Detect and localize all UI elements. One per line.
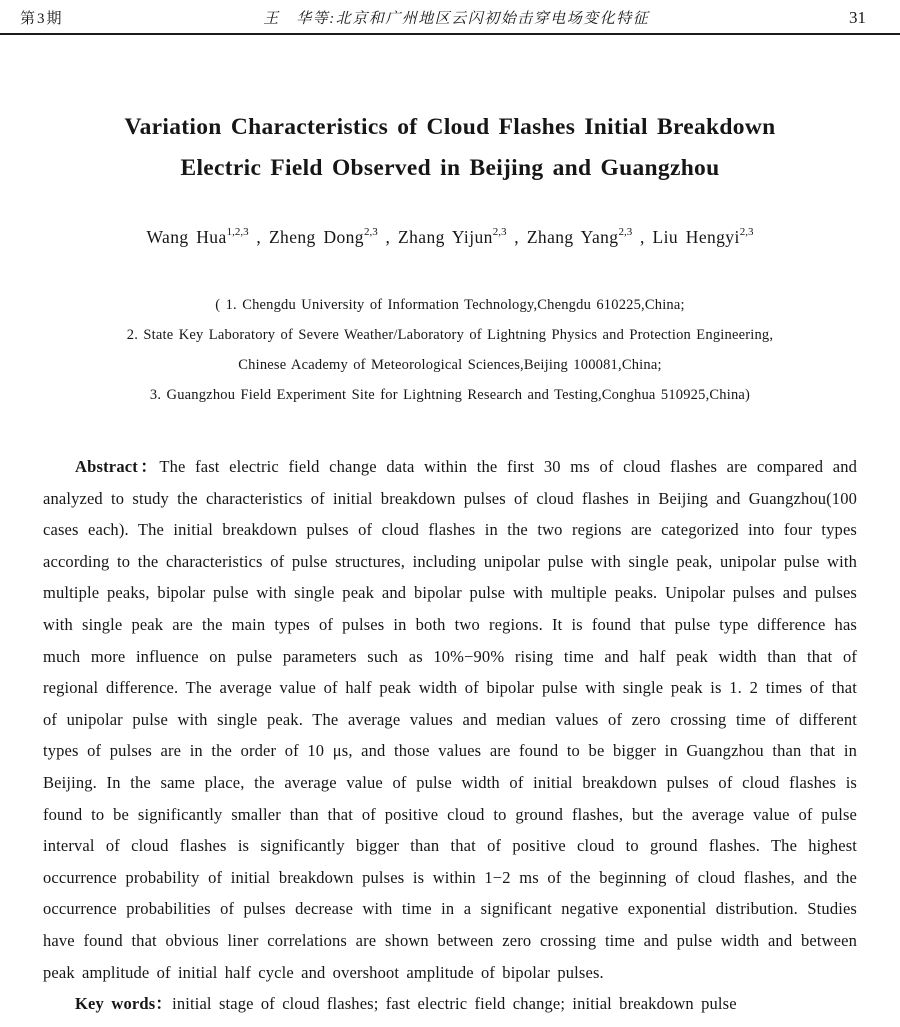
author-affiliation-superscript: 2,3 — [618, 226, 633, 239]
author-affiliation-superscript: 2,3 — [363, 226, 378, 239]
header-rule — [0, 33, 900, 35]
header-issue-label: 第3期 — [20, 11, 64, 27]
author-affiliation-superscript: 2,3 — [492, 226, 507, 239]
author-name: Zhang Yang — [526, 227, 619, 247]
keywords-text: initial stage of cloud flashes; fast electric field change; initial breakdown pulse — [172, 994, 737, 1014]
authors-line: Wang Hua$^{1,2,3}$ , Zheng Dong$^{2,3}$ , Zhang Yijun$^{2,3}$ , Zhang Yang$^{2,3}$ , Liu Hengyi$^{2,3}$ — [146, 226, 754, 247]
abstract-paragraph — [43, 451, 857, 988]
affiliation-line: 3. Guangzhou Field Experiment Site for Lightning Research and Testing,Conghua 510925,China) — [149, 387, 751, 403]
keywords-colon: ： — [155, 994, 173, 1014]
paper-title-line-2: Electric Field Observed in Beijing and Guangzhou — [180, 155, 720, 181]
author-name: Zheng Dong — [268, 227, 364, 247]
affiliation-line: ( 1. Chengdu University of Information Technology,Chengdu 610225,China; — [215, 297, 685, 313]
affiliations-block — [0, 290, 900, 410]
header-running-title: 王 华等:北京和广州地区云闪初始击穿电场变化特征 — [263, 11, 650, 27]
author-name: Wang Hua — [146, 227, 227, 247]
running-head — [0, 0, 900, 28]
affiliation-line: 2. State Key Laboratory of Severe Weather/Laboratory of Lightning Physics and Protection Engineering, — [126, 327, 774, 343]
author-affiliation-superscript: 1,2,3 — [226, 226, 249, 239]
abstract-label: Abstract — [75, 457, 138, 476]
paper-title-line-1: Variation Characteristics of Cloud Flashes Initial Breakdown — [124, 114, 776, 140]
header-page-number: 31 — [849, 8, 866, 27]
keywords-paragraph — [43, 988, 857, 1020]
abstract-text: The fast electric field change data within the first 30 ms of cloud flashes are compared and analyzed to study the characteristics of initial breakdown pulses of cloud flashes in Beijing and Guangzhou(100 cases each). The initial breakdown pulses of cloud flashes in the two regions are categorized into four types according to the characteristics of pulse structures, including unipolar pulse with single peak, unipolar pulse with multiple peaks, bipolar pulse with single peak and bipolar pulse with multiple peaks. Unipolar pulses and pulses with single peak are the main types of pulses in both two regions. It is found that pulse type difference has much more influence on pulse parameters such as 10%−90% rising time and half peak width than that of regional difference. The average value of half peak width of bipolar pulse with single peak is 1. 2 times of that of unipolar pulse with single peak. The average values and median values of zero crossing time of different types of pulses are in the order of 10 μs, and those values are found to be bigger in Guangzhou than that in Beijing. In the same place, the average value of pulse width of initial breakdown pulses of cloud flashes is found to be significantly smaller than that of positive cloud to ground flashes, but the average value of pulse interval of cloud flashes is significantly bigger than that of positive cloud to ground flashes. The highest occurrence probability of initial breakdown pulses is within 1−2 ms of the beginning of cloud flashes, and the occurrence probabilities of pulses decrease with time in a significant negative exponential distribution. Studies have found that obvious liner correlations are shown between zero crossing time and pulse width and between peak amplitude of initial half cycle and overshoot amplitude of bipolar pulses. — [43, 457, 857, 982]
affiliation-line: Chinese Academy of Meteorological Sciences,Beijing 100081,China; — [238, 357, 662, 373]
author-name: Zhang Yijun — [398, 227, 493, 247]
author-name: Liu Hengyi — [652, 227, 740, 247]
abstract-colon: ： — [138, 457, 160, 476]
paper-title — [40, 107, 860, 189]
keywords-label: Key words — [75, 994, 156, 1014]
author-affiliation-superscript: 2,3 — [739, 226, 754, 239]
